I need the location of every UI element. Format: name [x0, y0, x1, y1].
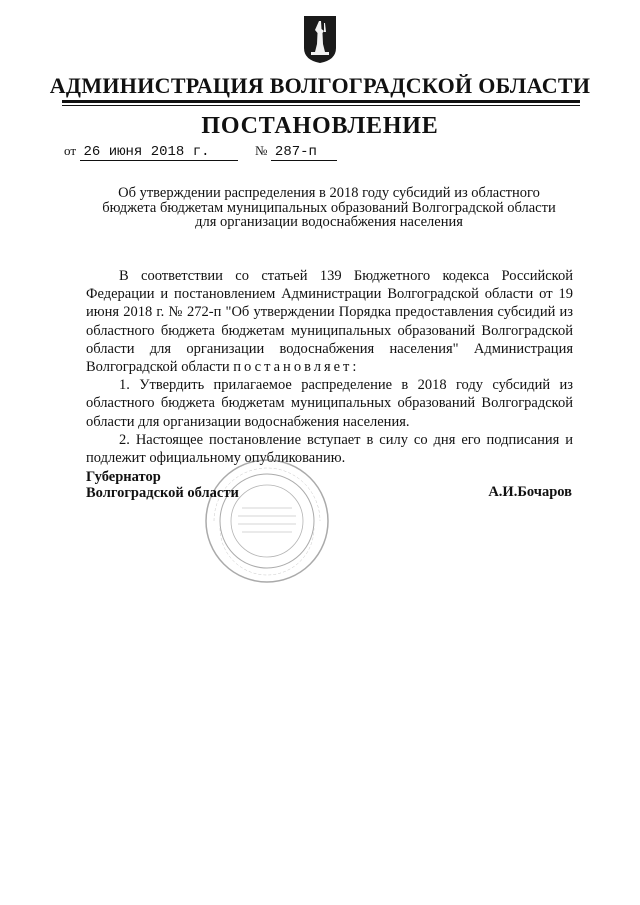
signer-position-line: Губернатор [86, 469, 161, 485]
document-number: 287-п [271, 144, 337, 161]
subject-line: для организации водоснабжения населения [195, 214, 463, 230]
subject-line: бюджета бюджетам муниципальных образований Волгоградской области [102, 199, 556, 216]
header-rule-thin [62, 105, 580, 106]
date-label: от [64, 143, 77, 158]
preamble-paragraph [86, 267, 573, 376]
preamble-text: В соответствии со статьей 139 Бюджетного кодекса Российской Федерации и постановлением Администрации Волгоградской области от 19 июня 2018 г. № 272-п "Об утверждении Порядка предоставления субсидий из областного бюджета бюджетам муниципальных образований Волгоградской области для организации водоснабжения населения" Администрация Волгоградской области [86, 268, 573, 376]
coat-of-arms-icon [302, 14, 338, 64]
document-type-title: ПОСТАНОВЛЕНИЕ [201, 113, 439, 139]
document-date: 26 июня 2018 г. [80, 144, 238, 161]
decree-word: постановляет: [233, 359, 360, 376]
document-body [86, 267, 573, 467]
subject-line: Об утверждении распределения в 2018 году субсидий из областного [118, 185, 540, 201]
decree-item-2: 2. Настоящее постановление вступает в силу со дня его подписания и подлежит официальному опубликованию. [86, 431, 573, 467]
number-label: № [255, 143, 268, 158]
signer-position [86, 469, 239, 501]
document-subject [86, 186, 572, 230]
signer-name: А.И.Бочаров [488, 484, 572, 500]
document-meta-line [64, 143, 337, 161]
organization-title: АДМИНИСТРАЦИЯ ВОЛГОГРАДСКОЙ ОБЛАСТИ [49, 73, 591, 98]
header-rule-thick [62, 100, 580, 103]
signer-position-line: Волгоградской области [86, 485, 239, 501]
decree-item-1: 1. Утвердить прилагаемое распределение в 2018 году субсидий из областного бюджета бюджетам муниципальных образований Волгоградской области для организации водоснабжения населения. [86, 377, 573, 430]
